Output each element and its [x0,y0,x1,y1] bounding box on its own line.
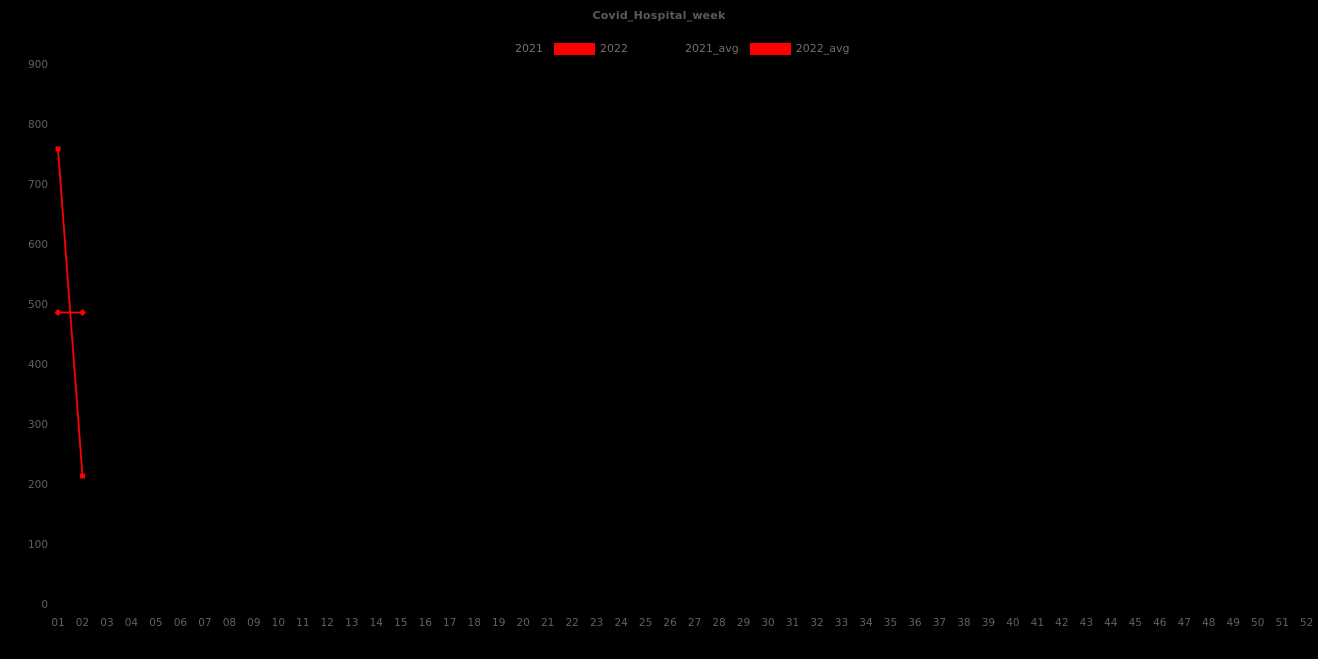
x-tick-label: 25 [638,617,653,629]
x-tick-label: 32 [810,617,824,629]
x-tick-label: 37 [932,617,947,629]
x-tick-label: 39 [981,617,996,629]
x-tick-label: 28 [712,617,726,629]
x-tick-label: 46 [1153,617,1167,629]
x-tick-label: 44 [1104,617,1118,629]
x-tick-label: 42 [1055,617,1069,629]
x-tick-label: 10 [271,617,286,629]
x-tick-label: 41 [1030,617,1045,629]
x-tick-label: 12 [320,617,334,629]
x-tick-label: 45 [1128,617,1142,629]
y-tick-label: 200 [27,479,48,491]
y-tick-label: 0 [41,599,48,611]
x-tick-label: 50 [1251,617,1265,629]
x-tick-label: 15 [394,617,408,629]
x-tick-label: 29 [736,617,751,629]
x-tick-label: 35 [883,617,898,629]
x-tick-label: 51 [1275,617,1289,629]
x-tick-label: 05 [149,617,163,629]
series-marker-2022 [56,147,61,152]
y-tick-label: 500 [27,299,48,311]
x-tick-label: 04 [124,617,139,629]
y-tick-label: 300 [27,419,48,431]
legend-label: 2021 [515,42,543,55]
x-tick-label: 18 [467,617,481,629]
x-tick-label: 02 [75,617,90,629]
series-marker-2022_avg [54,309,61,316]
x-tick-label: 40 [1006,617,1020,629]
legend-label: 2022 [600,42,628,55]
x-tick-label: 30 [761,617,775,629]
x-tick-label: 22 [565,617,579,629]
y-tick-label: 600 [27,239,48,251]
x-tick-label: 27 [687,617,702,629]
x-tick-label: 48 [1202,617,1216,629]
x-tick-label: 03 [100,617,114,629]
x-tick-label: 52 [1300,617,1314,629]
chart-title: Covid_Hospital_week [592,9,726,22]
x-tick-label: 19 [492,617,506,629]
x-tick-label: 13 [345,617,359,629]
x-tick-label: 17 [443,617,457,629]
x-tick-label: 26 [663,617,677,629]
x-tick-label: 38 [957,617,971,629]
x-tick-label: 33 [834,617,849,629]
y-tick-label: 700 [27,179,48,191]
x-tick-label: 06 [173,617,188,629]
y-tick-label: 400 [27,359,48,371]
x-tick-label: 21 [540,617,555,629]
y-tick-label: 800 [27,119,48,131]
x-tick-label: 47 [1177,617,1191,629]
x-tick-label: 36 [908,617,922,629]
x-tick-label: 08 [222,617,237,629]
x-tick-label: 14 [369,617,383,629]
x-tick-label: 23 [589,617,604,629]
legend-label: 2021_avg [685,42,739,55]
y-tick-label: 100 [27,539,48,551]
series-marker-2022 [80,474,85,479]
x-tick-label: 43 [1079,617,1094,629]
x-tick-label: 31 [785,617,800,629]
x-tick-label: 01 [51,617,65,629]
x-tick-label: 24 [614,617,628,629]
legend-label: 2022_avg [795,42,850,55]
x-tick-label: 49 [1226,617,1240,629]
x-tick-label: 09 [247,617,261,629]
x-tick-label: 11 [296,617,310,629]
x-tick-label: 34 [859,617,873,629]
series-marker-2022_avg [79,309,86,316]
x-tick-label: 20 [516,617,530,629]
x-tick-label: 16 [418,617,432,629]
x-tick-label: 07 [198,617,212,629]
y-tick-label: 900 [27,59,48,71]
